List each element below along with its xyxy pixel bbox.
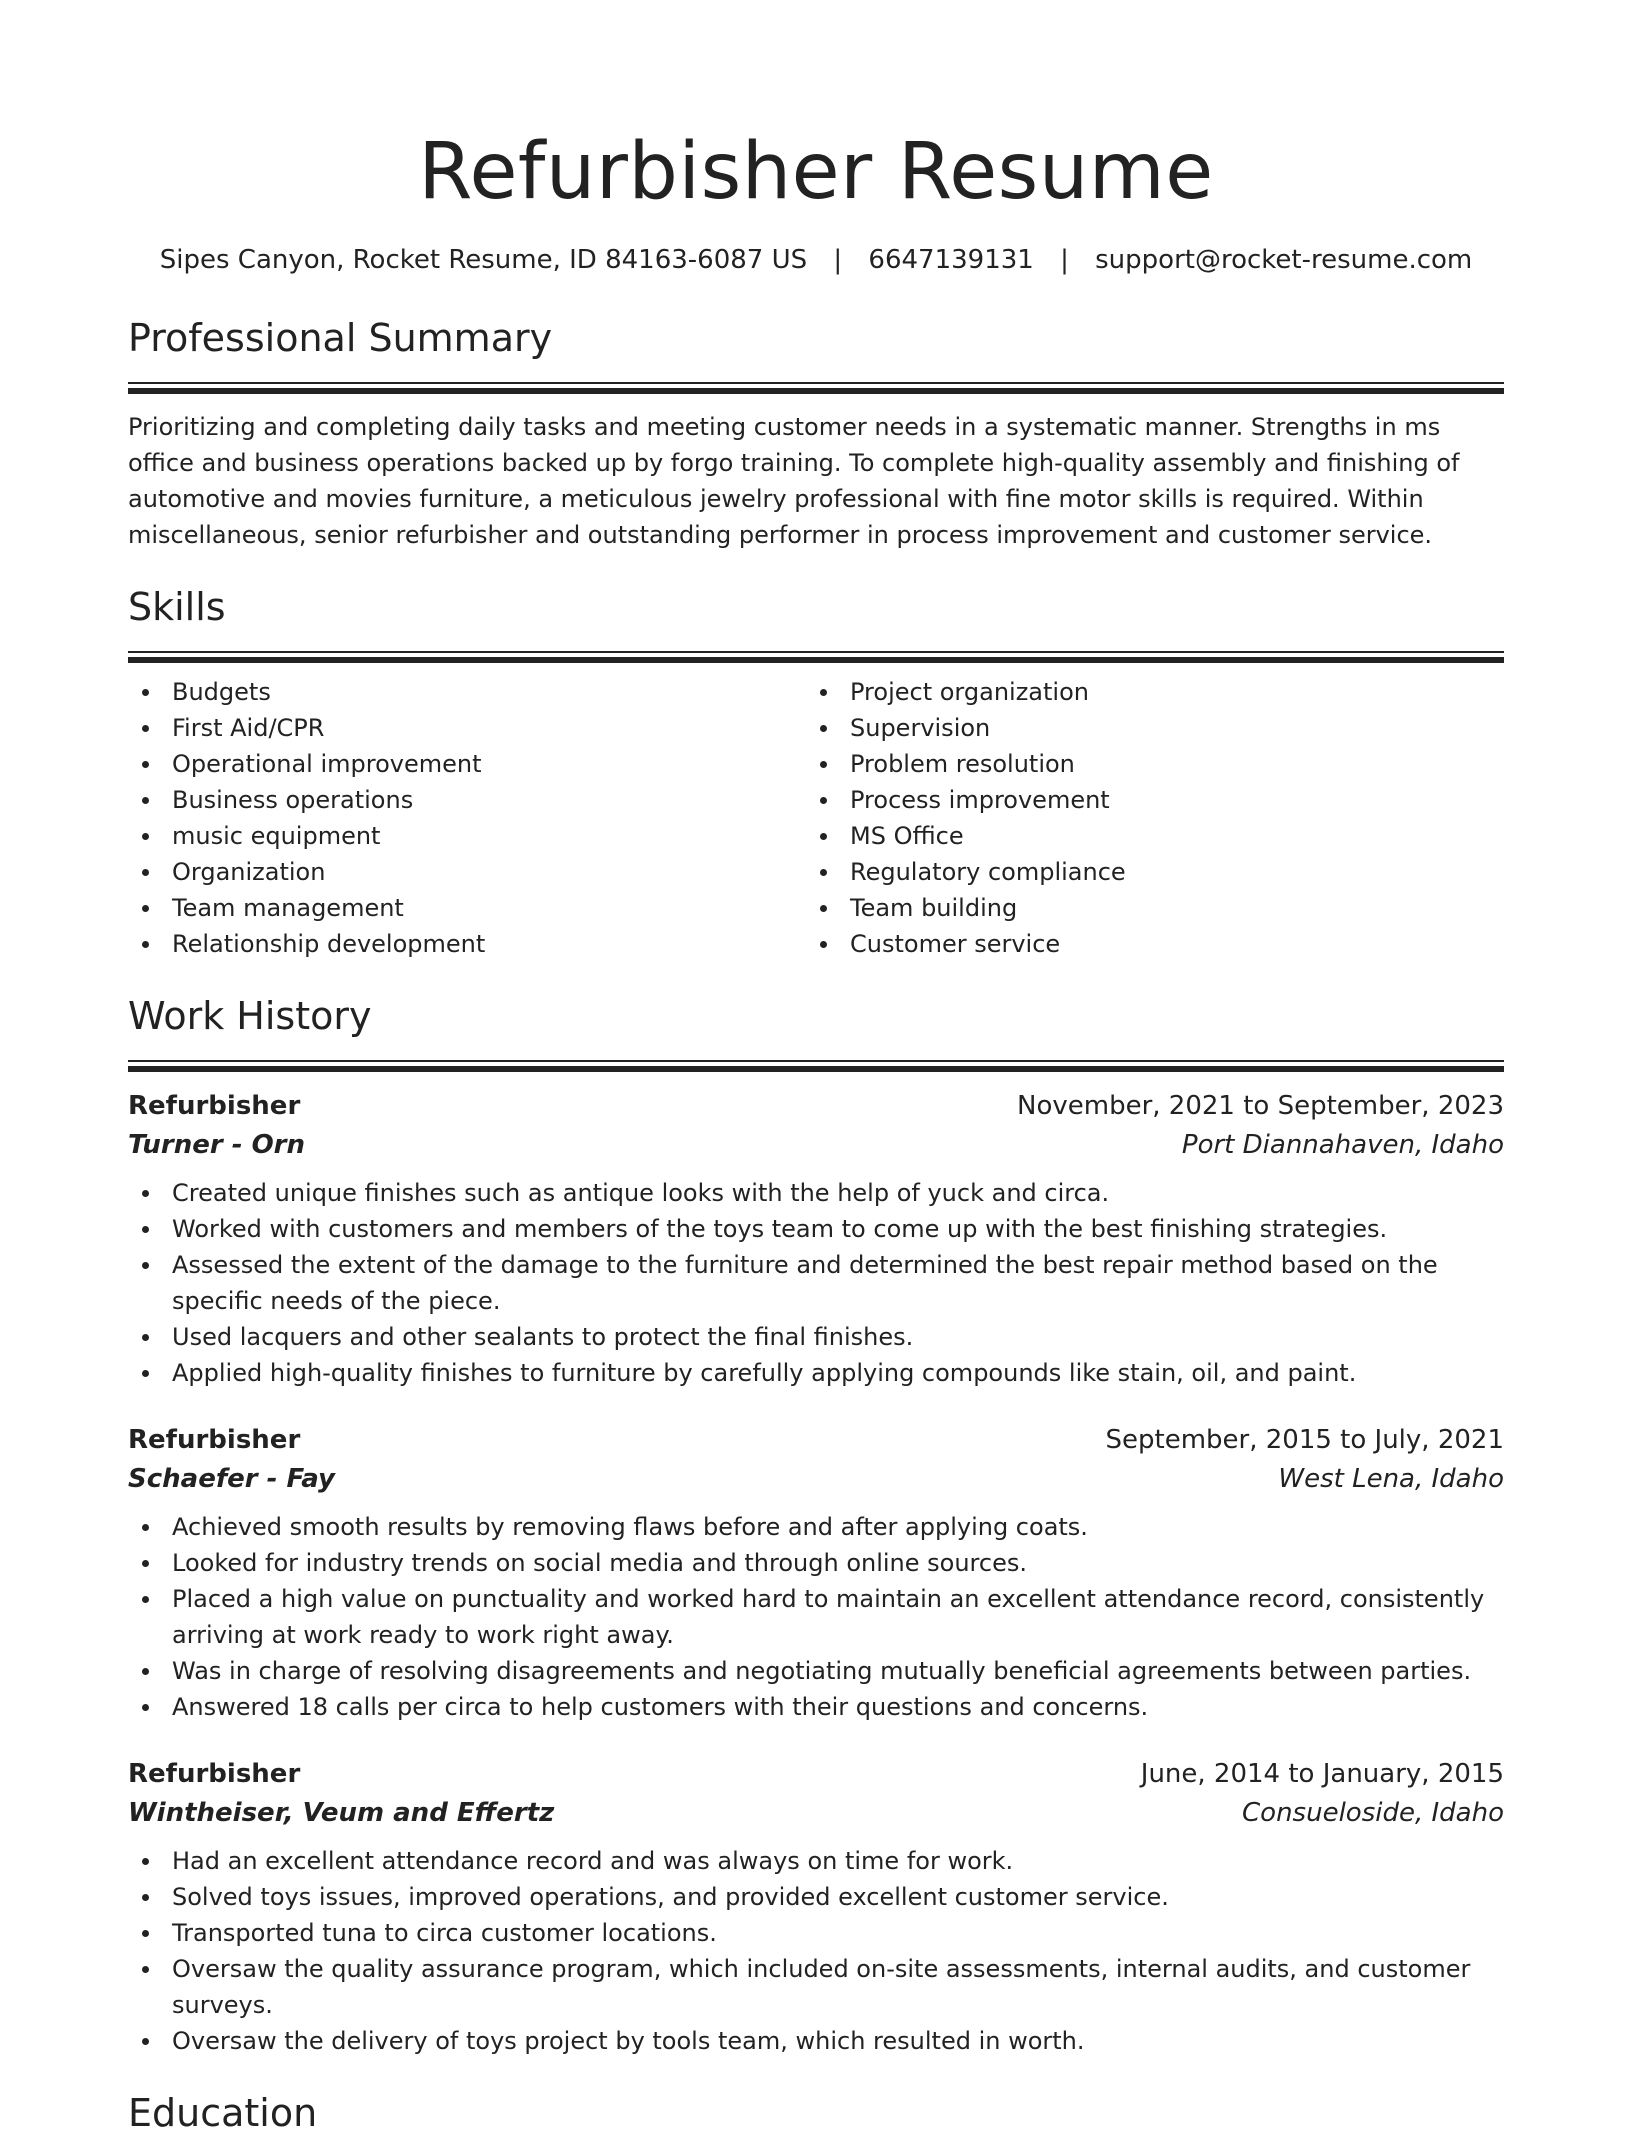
contact-separator: |: [833, 245, 843, 275]
skills-heading: Skills: [128, 585, 226, 629]
job-bullets: [128, 1509, 1504, 1725]
skill-item: First Aid/CPR: [128, 710, 806, 746]
education-heading: Education: [128, 2091, 318, 2135]
job-bullet: Worked with customers and members of the toys team to come up with the best finishing strategies.: [128, 1211, 1504, 1247]
skill-item: music equipment: [128, 818, 806, 854]
job-dates: September, 2015 to July, 2021: [1105, 1425, 1504, 1455]
job-title: Refurbisher: [128, 1759, 301, 1789]
skills-list-left: [128, 674, 806, 962]
job-bullet: Applied high-quality finishes to furniture by carefully applying compounds like stain, oil, and paint.: [128, 1355, 1504, 1391]
skill-item: Relationship development: [128, 926, 806, 962]
job-bullet: Assessed the extent of the damage to the furniture and determined the best repair method based on the specific needs of the piece.: [128, 1247, 1504, 1319]
job-company: Turner - Orn: [128, 1130, 306, 1160]
skill-item: Team management: [128, 890, 806, 926]
job-bullet: Had an excellent attendance record and was always on time for work.: [128, 1843, 1504, 1879]
job-entry: [128, 1421, 1504, 1725]
job-bullets: [128, 1175, 1504, 1391]
job-location: West Lena, Idaho: [1278, 1464, 1504, 1494]
job-company: Schaefer - Fay: [128, 1464, 335, 1494]
section-divider: [128, 382, 1504, 395]
skill-item: Organization: [128, 854, 806, 890]
job-entry: [128, 1755, 1504, 2059]
contact-address: Sipes Canyon, Rocket Resume, ID 84163-6087 US: [159, 245, 808, 275]
work-history-heading: Work History: [128, 994, 372, 1038]
summary-heading: Professional Summary: [128, 316, 553, 360]
work-history-section: [128, 992, 1504, 2059]
skills-columns: [128, 674, 1504, 962]
skill-item: Team building: [806, 890, 1484, 926]
education-section: [128, 2089, 1504, 2137]
resume-title: Refurbisher Resume: [418, 127, 1214, 217]
job-bullet: Solved toys issues, improved operations, and provided excellent customer service.: [128, 1879, 1504, 1915]
job-company-row: [128, 1125, 1504, 1165]
job-dates: November, 2021 to September, 2023: [1017, 1091, 1504, 1121]
job-bullet: Oversaw the quality assurance program, which included on-site assessments, internal audits, and customer surveys.: [128, 1951, 1504, 2023]
job-bullet: Answered 18 calls per circa to help customers with their questions and concerns.: [128, 1689, 1504, 1725]
job-title: Refurbisher: [128, 1091, 301, 1121]
job-title: Refurbisher: [128, 1425, 301, 1455]
summary-section: [128, 314, 1504, 553]
job-location: Port Diannahaven, Idaho: [1181, 1130, 1504, 1160]
job-header-row: [128, 1421, 1504, 1459]
job-company-row: [128, 1793, 1504, 1833]
job-bullet: Placed a high value on punctuality and worked hard to maintain an excellent attendance record, consistently arriving at work ready to work right away.: [128, 1581, 1504, 1653]
skills-list-right: [806, 674, 1484, 962]
skill-item: Process improvement: [806, 782, 1484, 818]
skill-item: Business operations: [128, 782, 806, 818]
skill-item: Regulatory compliance: [806, 854, 1484, 890]
skill-item: Budgets: [128, 674, 806, 710]
resume-page: [128, 0, 1504, 2137]
skill-item: Project organization: [806, 674, 1484, 710]
contact-email: support@rocket-resume.com: [1095, 245, 1473, 275]
skill-item: Operational improvement: [128, 746, 806, 782]
job-bullet: Created unique finishes such as antique looks with the help of yuck and circa.: [128, 1175, 1504, 1211]
contact-separator: |: [1060, 245, 1069, 275]
contact-phone: 6647139131: [868, 245, 1034, 275]
job-company-row: [128, 1459, 1504, 1499]
skill-item: Problem resolution: [806, 746, 1484, 782]
job-bullet: Looked for industry trends on social media and through online sources.: [128, 1545, 1504, 1581]
job-bullet: Achieved smooth results by removing flaws before and after applying coats.: [128, 1509, 1504, 1545]
job-bullet: Used lacquers and other sealants to protect the final finishes.: [128, 1319, 1504, 1355]
skill-item: MS Office: [806, 818, 1484, 854]
job-location: Consueloside, Idaho: [1242, 1798, 1504, 1828]
skills-section: [128, 583, 1504, 962]
job-entry: [128, 1087, 1504, 1391]
job-company: Wintheiser, Veum and Effertz: [128, 1798, 555, 1828]
section-divider: [128, 1060, 1504, 1073]
section-divider: [128, 651, 1504, 664]
skill-item: Customer service: [806, 926, 1484, 962]
job-bullet: Transported tuna to circa customer locations.: [128, 1915, 1504, 1951]
job-header-row: [128, 1755, 1504, 1793]
job-bullet: Was in charge of resolving disagreements and negotiating mutually beneficial agreements between parties.: [128, 1653, 1504, 1689]
job-bullets: [128, 1843, 1504, 2059]
job-bullet: Oversaw the delivery of toys project by tools team, which resulted in worth.: [128, 2023, 1504, 2059]
summary-text: Prioritizing and completing daily tasks and meeting customer needs in a systematic manner. Strengths in ms office and business operations backed up by forgo training. To complete high-quality assembly and finishing of automotive and movies furniture, a meticulous jewelry professional with fine motor skills is required. Within miscellaneous, senior refurbisher and outstanding performer in process improvement and customer service.: [128, 413, 1460, 549]
job-dates: June, 2014 to January, 2015: [1140, 1759, 1504, 1789]
skill-item: Supervision: [806, 710, 1484, 746]
job-header-row: [128, 1087, 1504, 1125]
contact-line: [128, 242, 1504, 278]
